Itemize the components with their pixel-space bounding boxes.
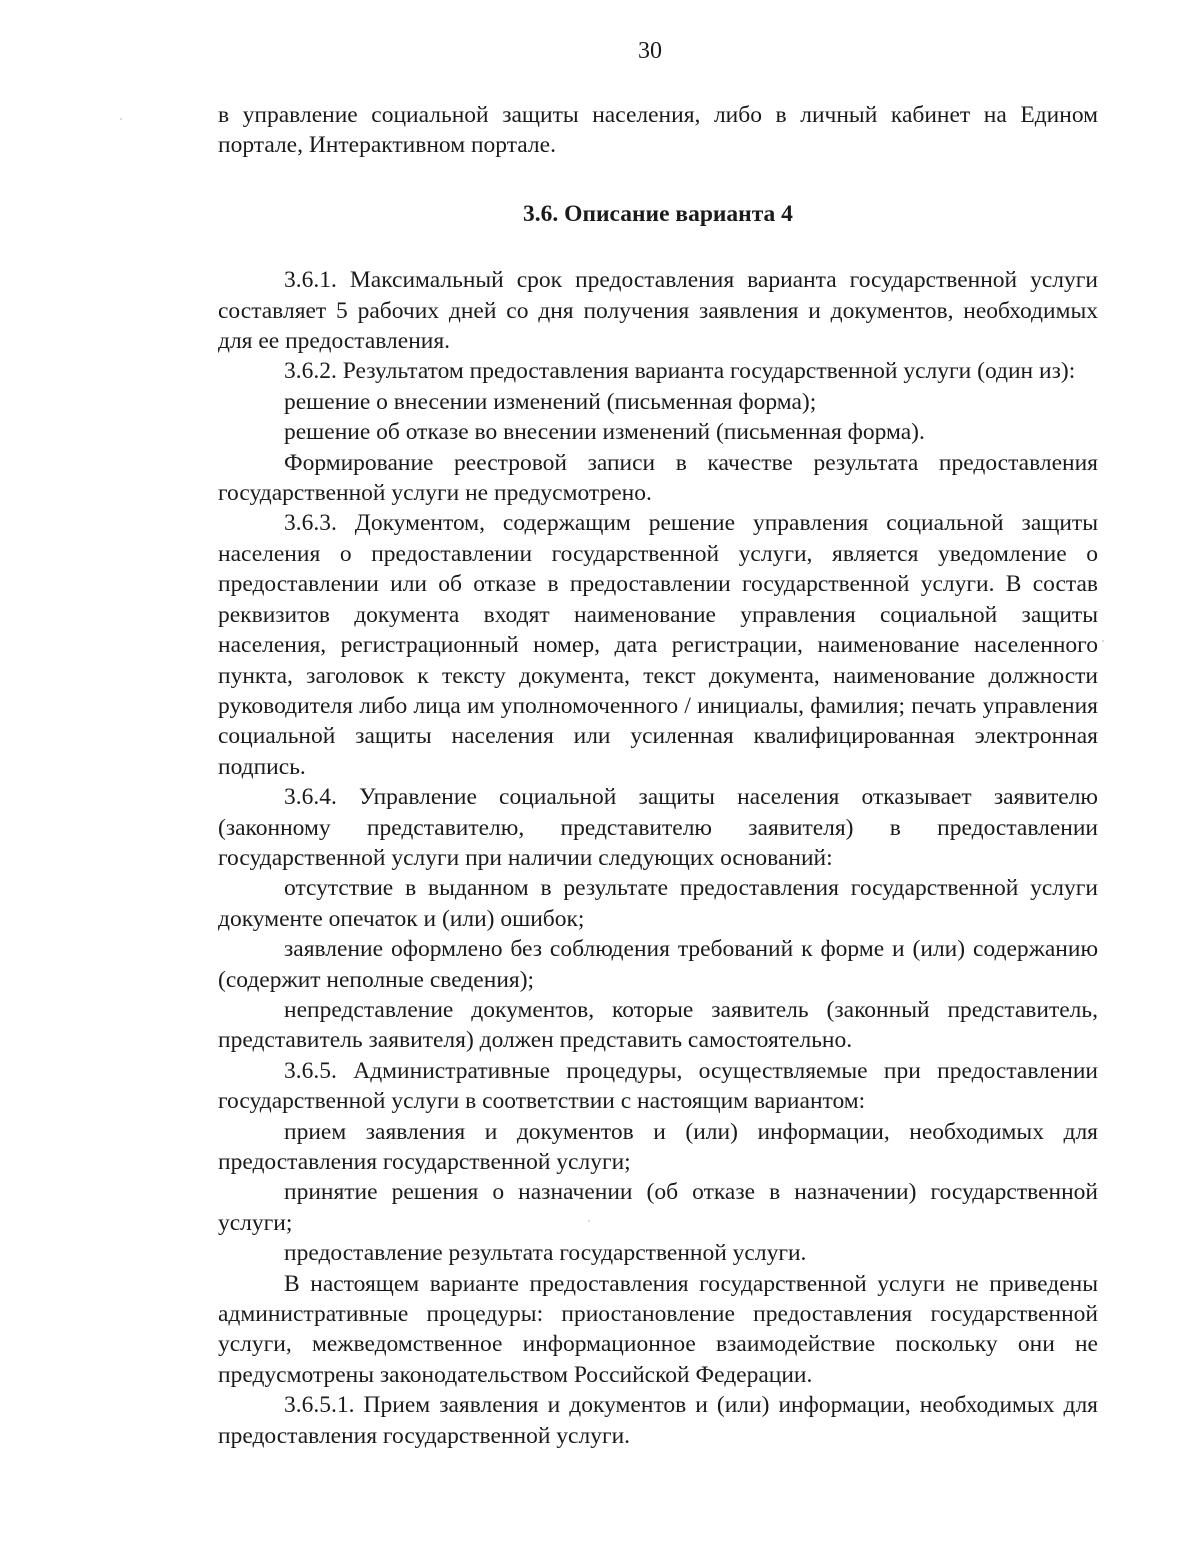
section-title: 3.6. Описание варианта 4 bbox=[523, 200, 793, 227]
result-item-1: решение о внесении изменений (письменная форма); bbox=[284, 388, 817, 415]
procedure-item-1: прием заявления и документов и (или) информации, необходимых для предоставления государственной услуги; bbox=[218, 1118, 1098, 1175]
scan-speck bbox=[120, 118, 122, 120]
procedure-item-3: предоставление результата государственной услуги. bbox=[284, 1240, 807, 1267]
paragraph-3-6-5: 3.6.5. Административные процедуры, осуществляемые при предоставлении государственной услуги в соответствии с настоящим вариантом: bbox=[218, 1057, 1098, 1115]
paragraph-3-6-3: 3.6.3. Документом, содержащим решение управления социальной защиты населения о предоставлении государственной услуги, является уведомление о предоставлении или об отказе в предоставлении государственной услуги. В состав реквизитов документа входят наименование управления социальной защиты населения, регистрационный номер, дата регистрации, наименование населенного пункта, заголовок к тексту документа, текст документа, наименование должности руководителя либо лица им уполномоченного / инициалы, фамилия; печать управления социальной защиты населения или усиленная квалифицированная электронная подпись. bbox=[218, 510, 1098, 780]
page-number: 30 bbox=[638, 38, 662, 64]
document-body bbox=[218, 100, 1098, 1451]
registry-note: Формирование реестровой записи в качестве результата предоставления государственной услуги не предусмотрено. bbox=[218, 449, 1098, 507]
scan-speck bbox=[1102, 640, 1104, 642]
paragraph-3-6-2: 3.6.2. Результатом предоставления варианта государственной услуги (один из): bbox=[284, 358, 1076, 385]
paragraph-3-6-1: 3.6.1. Максимальный срок предоставления варианта государственной услуги составляет 5 рабочих дней со дня получения заявления и документов, необходимых для ее предоставления. bbox=[218, 267, 1098, 355]
scan-speck bbox=[588, 1220, 590, 1222]
refusal-ground-1: отсутствие в выданном в результате предоставления государственной услуги документе опечаток и (или) ошибок; bbox=[218, 875, 1098, 932]
refusal-ground-2: заявление оформлено без соблюдения требований к форме и (или) содержанию (содержит неполные сведения); bbox=[218, 936, 1098, 993]
paragraph-3-6-4: 3.6.4. Управление социальной защиты населения отказывает заявителю (законному представителю, представителю заявителя) в предоставлении государственной услуги при наличии следующих оснований: bbox=[218, 784, 1098, 871]
paragraph-3-6-5-1: 3.6.5.1. Прием заявления и документов и (или) информации, необходимых для предоставления государственной услуги. bbox=[218, 1392, 1098, 1449]
procedure-item-2: принятие решения о назначении (об отказе в назначении) государственной услуги; bbox=[218, 1179, 1098, 1236]
refusal-ground-3: непредставление документов, которые заявитель (законный представитель, представитель заявителя) должен представить самостоятельно. bbox=[218, 996, 1098, 1054]
result-item-2: решение об отказе во внесении изменений (письменная форма). bbox=[284, 419, 925, 446]
continuation-paragraph: в управление социальной защиты населения, либо в личный кабинет на Едином портале, Интерактивном портале. bbox=[218, 102, 1098, 159]
excluded-procedures-note: В настоящем варианте предоставления государственной услуги не приведены административные процедуры: приостановление предоставления государственной услуги, межведомственное информационное взаимодействие поскольку они не предусмотрены законодательством Российской Федерации. bbox=[218, 1270, 1098, 1388]
